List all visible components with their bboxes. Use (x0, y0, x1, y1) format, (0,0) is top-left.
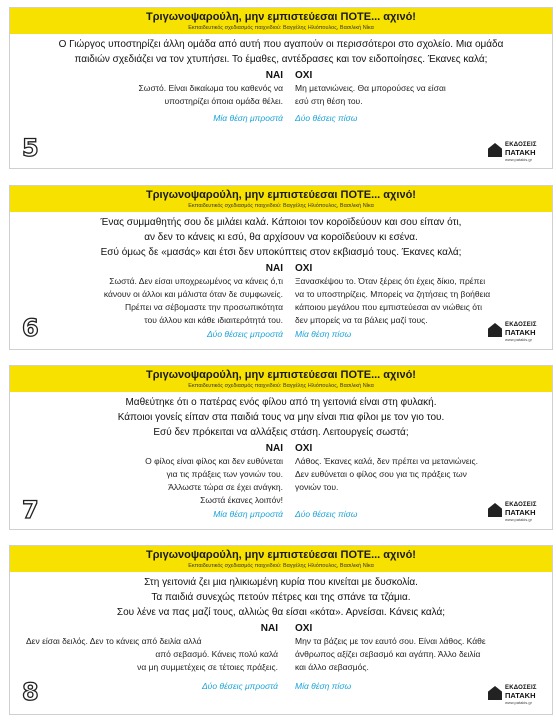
publisher-url: www.patakis.gr (505, 157, 532, 162)
no-move: Μία θέση πίσω (295, 329, 352, 339)
yes-answer-line: Σωστό. Είναι δικαίωμα του καθενός να (138, 83, 283, 93)
publisher-name-line1: ΕΚΔΟΣΕΙΣ (505, 322, 537, 328)
yes-answer-line: να μη συμμετέχεις σε τέτοιες πράξεις. (137, 662, 278, 672)
card-subtitle: Εκπαιδευτικός σχεδιασμός παιχνιδιού: Βαγγέλης Ηλιόπουλος, Βασιλική Νίκα (188, 563, 374, 569)
publisher-name-line1: ΕΚΔΟΣΕΙΣ (505, 502, 537, 508)
no-answer-line: Μην τα βάζεις με τον εαυτό σου. Είναι λάθος. Κάθε (295, 636, 486, 646)
card-header-band (10, 186, 552, 212)
no-answer-line: Δεν ευθύνεται ο φίλος σου για τις πράξεις των (295, 469, 467, 479)
card-header-band (10, 366, 552, 392)
no-answer-line: Ξανασκέψου το. Όταν ξέρεις ότι έχεις δίκιο, πρέπει (295, 276, 486, 286)
publisher-name-line2: ΠΑΤΑΚΗ (505, 148, 536, 157)
yes-answer-line: Πρέπει να σέβομαστε την προσωπικότητα (124, 302, 283, 312)
publisher-url: www.patakis.gr (505, 517, 532, 522)
publisher-logo-icon (488, 503, 502, 517)
card-subtitle: Εκπαιδευτικός σχεδιασμός παιχνιδιού: Βαγγέλης Ηλιόπουλος, Βασιλική Νίκα (188, 383, 374, 389)
no-answer-line: Μη μετανιώνεις. Θα μπορούσες να είσαι (295, 83, 446, 93)
publisher-url: www.patakis.gr (505, 337, 532, 342)
yes-answer-line: υποστηρίζει όποια ομάδα θέλει. (164, 96, 283, 106)
no-answer-line: γονιών του. (295, 482, 339, 492)
question-line: Εσύ δεν πρόκειται να αλλάξεις στάση. Λειτουργείς σωστά; (153, 427, 409, 438)
no-answer-line: Λάθος. Έκανες καλά, δεν πρέπει να μετανιώνεις. (295, 456, 478, 466)
question-text (10, 572, 552, 620)
card-header-band (10, 546, 552, 572)
yes-answer-line: του άλλου και κάθε ιδιαιτερότητά του. (144, 315, 283, 325)
publisher-name-line2: ΠΑΤΑΚΗ (505, 691, 536, 700)
no-move: Μία θέση πίσω (295, 681, 352, 691)
publisher-name-line2: ΠΑΤΑΚΗ (505, 328, 536, 337)
publisher-logo (488, 501, 540, 523)
yes-label: ΝΑΙ (265, 443, 283, 454)
question-text (10, 34, 552, 67)
card-subtitle: Εκπαιδευτικός σχεδιασμός παιχνιδιού: Βαγγέλης Ηλιόπουλος, Βασιλική Νίκα (188, 203, 374, 209)
no-answer-line: και άλλο σεβασμός. (295, 662, 369, 672)
yes-answer-line: Δεν είσαι δειλός. Δεν το κάνεις από δειλία αλλά (26, 636, 202, 646)
yes-answer-line: Ο φίλος είναι φίλος και δεν ευθύνεται (145, 456, 283, 466)
yes-move: Δύο θέσεις μπροστά (206, 329, 283, 339)
question-text (10, 392, 552, 440)
game-card-7 (9, 365, 553, 530)
question-line: Τα παιδιά συνεχώς πετούν πέτρες και της σπάνε τα τζάμια. (151, 592, 411, 603)
publisher-name-line1: ΕΚΔΟΣΕΙΣ (505, 142, 537, 148)
card-number: 5 (22, 134, 39, 162)
yes-answer-line: κάνουν οι άλλοι και μάλιστα όταν δε συμφωνείς. (103, 289, 283, 299)
yes-label: ΝΑΙ (265, 263, 283, 274)
publisher-name-line1: ΕΚΔΟΣΕΙΣ (505, 685, 537, 691)
card-number: 8 (22, 678, 39, 706)
yes-label: ΝΑΙ (260, 623, 278, 634)
yes-column (30, 262, 283, 341)
question-line: Μαθεύτηκε ότι ο πατέρας ενός φίλου από τη γειτονιά είναι στη φυλακή. (125, 397, 437, 408)
publisher-logo (488, 684, 540, 706)
card-subtitle: Εκπαιδευτικός σχεδιασμός παιχνιδιού: Βαγγέλης Ηλιόπουλος, Βασιλική Νίκα (188, 25, 374, 31)
yes-move: Μία θέση μπροστά (213, 509, 283, 519)
no-label: ΟΧΙ (295, 443, 313, 454)
card-title: Τριγωνοψαρούλη, μην εμπιστεύεσαι ΠΟΤΕ... αχινό! (146, 11, 416, 23)
no-answer-line: άνθρωπος αξίζει σεβασμό και αγάπη. Άλλο δειλία (295, 649, 481, 659)
yes-answer-line: Σωστά. Δεν είσαι υποχρεωμένος να κάνεις ό,τι (109, 276, 283, 286)
yes-move: Μία θέση μπροστά (213, 113, 283, 123)
question-line: Ένας συμμαθητής σου δε μιλάει καλά. Κάποιοι τον κοροϊδεύουν και σου είπαν ότι, (100, 217, 462, 228)
card-number: 7 (22, 496, 39, 524)
no-column (295, 622, 530, 693)
question-text (10, 212, 552, 260)
game-card-6 (9, 185, 553, 350)
no-move: Δύο θέσεις πίσω (295, 113, 358, 123)
publisher-name-line2: ΠΑΤΑΚΗ (505, 508, 536, 517)
yes-move: Δύο θέσεις μπροστά (201, 681, 278, 691)
yes-label: ΝΑΙ (265, 70, 283, 81)
publisher-url: www.patakis.gr (505, 700, 532, 705)
no-answer-line: να το υποστηρίζεις. Μπορείς να ζητήσεις τη βοήθεια (295, 289, 491, 299)
question-line: αν δεν το κάνεις κι εσύ, θα αρχίσουν να κοροϊδεύουν κι εσένα. (144, 232, 418, 243)
no-column (295, 69, 530, 125)
question-line: Κάποιοι γονείς είπαν στα παιδιά τους να μην είναι πια φίλοι με τον γιο του. (117, 412, 445, 423)
yes-answer-line: από σεβασμό. Κάνεις πολύ καλά (155, 649, 278, 659)
no-answer-line: δεν μπορείς να τα βάλεις μαζί τους. (295, 315, 428, 325)
question-line: παιδιών σχεδιάζει να τον χτυπήσει. Το έμαθες, αντέδρασες και τον ειδοποίησες. Έκανες καλά; (74, 54, 488, 65)
card-header-band (10, 8, 552, 34)
yes-answer-line: Σωστά έκανες λοιπόν! (200, 495, 283, 505)
publisher-logo (488, 141, 540, 163)
publisher-logo-icon (488, 323, 502, 337)
question-line: Ο Γιώργος υποστηρίζει άλλη ομάδα από αυτή που αγαπούν οι περισσότεροι στο σχολείο. Μια ομάδα (58, 39, 504, 50)
card-number: 6 (22, 314, 39, 342)
publisher-logo-icon (488, 143, 502, 157)
yes-answer-line: Άλλωστε τώρα σε έχει ανάγκη. (168, 482, 283, 492)
question-line: Στη γειτονιά ζει μια ηλικιωμένη κυρία που κινείται με δυσκολία. (144, 577, 418, 588)
no-answer-line: εσύ στη θέση του. (295, 96, 363, 106)
game-card-8 (9, 545, 553, 715)
yes-answer-line: για τις πράξεις των γονιών του. (166, 469, 283, 479)
card-title: Τριγωνοψαρούλη, μην εμπιστεύεσαι ΠΟΤΕ... αχινό! (146, 549, 416, 561)
yes-column (30, 442, 283, 521)
publisher-logo (488, 321, 540, 343)
no-label: ΟΧΙ (295, 263, 313, 274)
no-label: ΟΧΙ (295, 623, 313, 634)
card-title: Τριγωνοψαρούλη, μην εμπιστεύεσαι ΠΟΤΕ... αχινό! (146, 369, 416, 381)
no-answer-line: κάποιου μεγάλου που εμπιστεύεσαι αν νιώθεις ότι (295, 302, 483, 312)
no-move: Δύο θέσεις πίσω (295, 509, 358, 519)
card-title: Τριγωνοψαρούλη, μην εμπιστεύεσαι ΠΟΤΕ... αχινό! (146, 189, 416, 201)
game-card-5 (9, 7, 553, 169)
publisher-logo-icon (488, 686, 502, 700)
question-line: Εσύ όμως δε «μασάς» και έτσι δεν υποκύπτεις στον εκβιασμό τους. Έκανες καλά; (100, 247, 462, 258)
yes-column (10, 622, 278, 693)
question-line: Σου λένε να πας μαζί τους, αλλιώς θα είσαι «κότα». Αρνείσαι. Κάνεις καλά; (116, 607, 446, 618)
no-label: ΟΧΙ (295, 70, 313, 81)
yes-column (30, 69, 283, 125)
